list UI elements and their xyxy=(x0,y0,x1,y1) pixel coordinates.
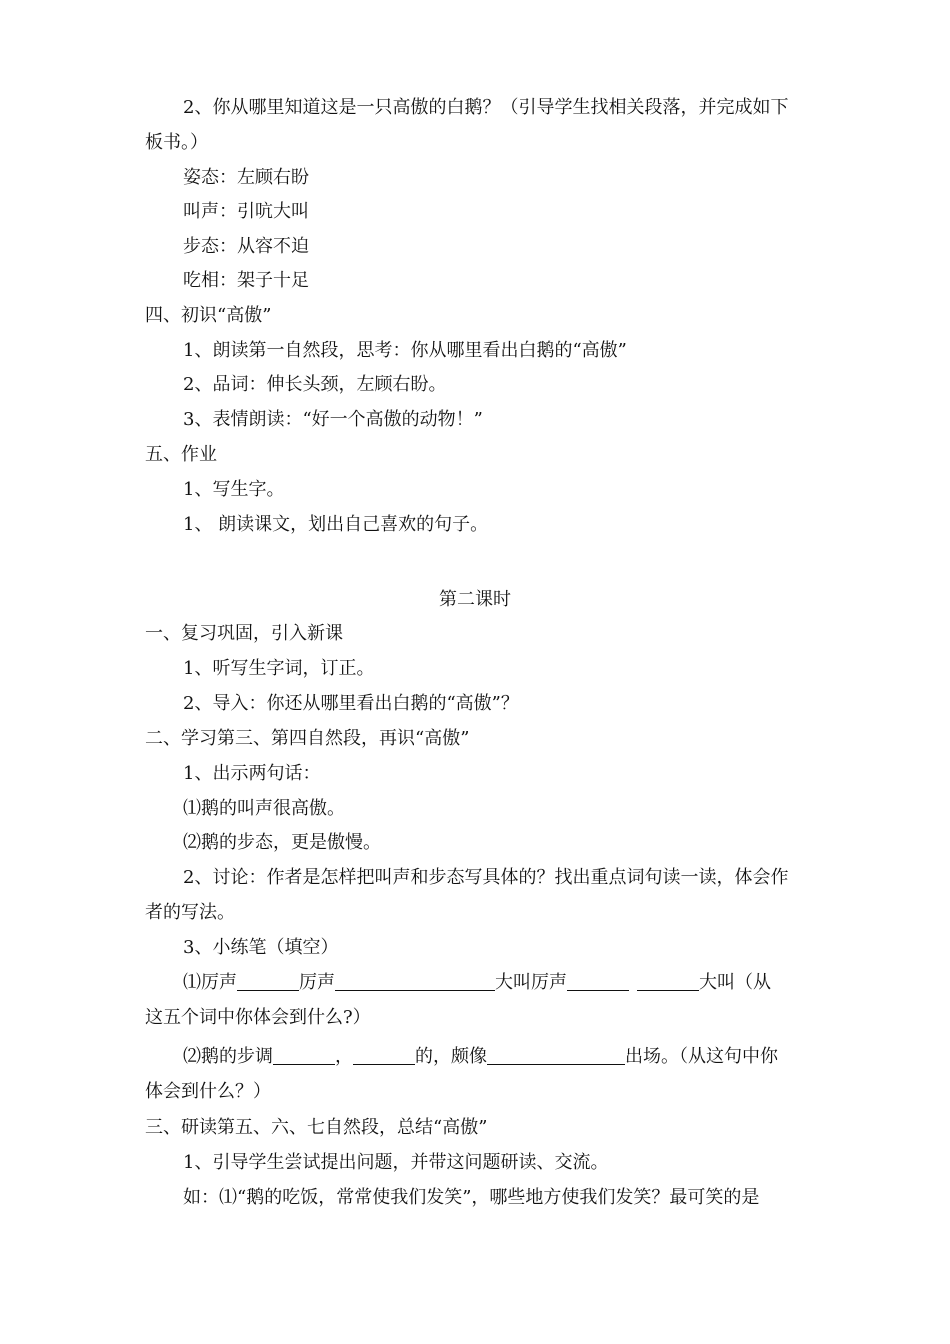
text-line: ⑵鹅的步态，更是傲慢。 xyxy=(183,832,381,853)
text-line: 1、朗读第一自然段，思考：你从哪里看出白鹅的“高傲” xyxy=(183,340,627,361)
text-line: 叫声：引吭大叫 xyxy=(183,201,309,222)
text-line: 板书。） xyxy=(145,132,208,153)
text-line: 1、出示两句话： xyxy=(183,763,321,784)
text-line: 者的写法。 xyxy=(145,902,235,923)
text-line: 1、听写生字词，订正。 xyxy=(183,658,375,679)
fill-in-line-2 xyxy=(183,1045,778,1069)
text-segment: 厉声 xyxy=(299,972,335,993)
text-line: 2、导入：你还从哪里看出白鹅的“高傲”？ xyxy=(183,693,519,714)
text-line: 1、 朗读课文，划出自己喜欢的句子。 xyxy=(183,514,489,535)
text-line: 姿态：左顾右盼 xyxy=(183,167,309,188)
blank-underline xyxy=(273,1046,335,1065)
text-segment: 大叫（从 xyxy=(699,972,771,993)
text-line: 如：⑴“鹅的吃饭，常常使我们发笑”，哪些地方使我们发笑？最可笑的是 xyxy=(183,1187,760,1208)
text-segment: 大叫厉声 xyxy=(495,972,567,993)
section-heading: 三、研读第五、六、七自然段，总结“高傲” xyxy=(145,1117,488,1138)
text-line: 1、引导学生尝试提出问题，并带这问题研读、交流。 xyxy=(183,1152,609,1173)
text-line: 3、表情朗读：“好一个高傲的动物！” xyxy=(183,409,483,430)
blank-underline xyxy=(487,1046,625,1065)
text-line: ⑴鹅的叫声很高傲。 xyxy=(183,798,345,819)
text-line: 这五个词中你体会到什么?） xyxy=(145,1007,371,1028)
blank-underline xyxy=(237,972,299,991)
blank-underline xyxy=(335,972,495,991)
text-segment: ， xyxy=(335,1046,353,1067)
section-heading: 一、复习巩固，引入新课 xyxy=(145,623,343,644)
fill-in-line-1 xyxy=(183,971,771,995)
section-heading: 五、作业 xyxy=(145,444,217,465)
text-line: 2、你从哪里知道这是一只高傲的白鹅？（引导学生找相关段落，并完成如下 xyxy=(183,97,789,118)
text-segment: ⑴厉声 xyxy=(183,972,237,993)
text-line: 1、写生字。 xyxy=(183,479,285,500)
lesson-title: 第二课时 xyxy=(439,589,511,610)
text-segment: ⑵鹅的步调 xyxy=(183,1046,273,1067)
blank-underline xyxy=(353,1046,415,1065)
section-heading: 二、学习第三、第四自然段，再识“高傲” xyxy=(145,728,470,749)
blank-underline xyxy=(567,972,629,991)
text-line: 3、小练笔（填空） xyxy=(183,937,339,958)
text-segment: 出场。（从这句中你 xyxy=(625,1046,778,1067)
text-line: 2、讨论：作者是怎样把叫声和步态写具体的？找出重点词句读一读，体会作 xyxy=(183,867,789,888)
text-line: 步态：从容不迫 xyxy=(183,236,309,257)
text-line: 体会到什么？） xyxy=(145,1081,271,1102)
text-line: 吃相：架子十足 xyxy=(183,270,309,291)
blank-underline xyxy=(637,972,699,991)
section-heading: 四、初识“高傲” xyxy=(145,305,272,326)
text-line: 2、品词：伸长头颈，左顾右盼。 xyxy=(183,374,447,395)
text-segment: 的，颇像 xyxy=(415,1046,487,1067)
